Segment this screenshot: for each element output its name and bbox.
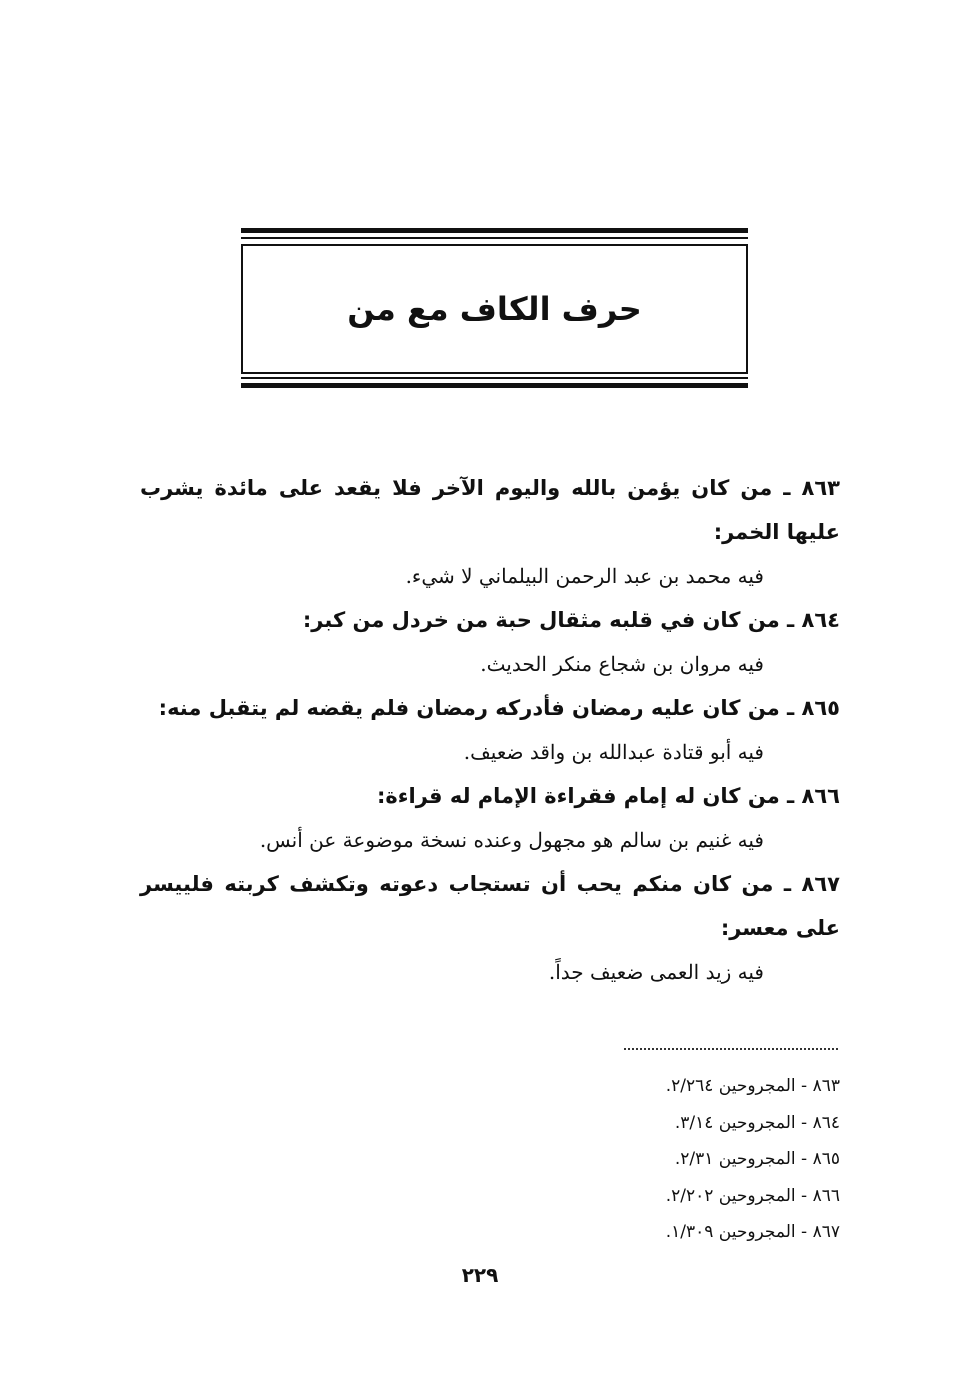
entry-number: ٨٦٧ [801,872,840,896]
footnote: ٨٦٧ - المجروحين ١/٣٠٩. [665,1222,840,1242]
footnote: ٨٦٥ - المجروحين ٢/٣١. [674,1149,840,1169]
footnote: ٨٦٦ - المجروحين ٢/٢٠٢. [665,1185,840,1206]
hadith-entries [140,466,840,994]
chapter-title: حرف الكاف مع من [347,290,642,328]
entry-heading: ٨٦٧ ـ من كان منكم يحب أن تستجاب دعوته وتكشف كربته فلييسر على معسر: [140,872,840,940]
entry-note: فيه زيد العمى ضعيف جداً. [548,960,764,984]
entry-text: من كان منكم يحب أن تستجاب دعوته وتكشف كربته فلييسر على معسر: [140,872,840,940]
bottom-rule-thick [241,383,748,388]
hadith-entry [140,466,840,598]
entry-text: من كان له إمام فقراءة الإمام له قراءة: [377,784,780,808]
page-number: ٢٢٩ [461,1263,499,1287]
entry-heading: ٨٦٥ ـ من كان عليه رمضان فأدركه رمضان فلم يقضه لم يتقبل منه: [158,696,840,720]
entry-heading: ٨٦٦ ـ من كان له إمام فقراءة الإمام له قراءة: [377,784,840,808]
entry-note: فيه مروان بن شجاع منكر الحديث. [480,652,764,676]
entry-text: من كان في قلبه مثقال حبة من خردل من كبر: [302,608,780,632]
entry-number: ٨٦٥ [801,696,840,720]
entry-number: ٨٦٤ [801,608,840,632]
top-rule-thick [241,228,748,233]
entry-text: من كان يؤمن بالله واليوم الآخر فلا يقعد على مائدة يشرب عليها الخمر: [140,476,840,544]
hadith-entry [140,598,840,686]
top-rule-thin [241,237,748,239]
footnote-divider [624,1048,838,1050]
hadith-entry [140,686,840,774]
hadith-entry [140,774,840,862]
entry-heading: ٨٦٣ ـ من كان يؤمن بالله واليوم الآخر فلا يقعد على مائدة يشرب عليها الخمر: [140,476,840,544]
chapter-heading-frame [241,244,748,374]
footnote: ٨٦٤ - المجروحين ٣/١٤. [674,1112,840,1133]
entry-note: فيه أبو قتادة عبدالله بن واقد ضعيف. [463,740,764,764]
entry-heading: ٨٦٤ ـ من كان في قلبه مثقال حبة من خردل من كبر: [302,608,840,632]
entry-text: من كان عليه رمضان فأدركه رمضان فلم يقضه لم يتقبل منه: [158,696,780,720]
entry-number: ٨٦٣ [801,476,840,500]
entry-number: ٨٦٦ [801,784,840,808]
footnotes [440,1068,840,1251]
footnote: ٨٦٣ - المجروحين ٢/٢٦٤. [665,1076,840,1096]
entry-note: فيه محمد بن عبد الرحمن البيلماني لا شيء. [405,564,764,588]
hadith-entry [140,862,840,994]
entry-note: فيه غنيم بن سالم هو مجهول وعنده نسخة موضوعة عن أنس. [259,828,764,852]
bottom-rule-thin [241,377,748,379]
